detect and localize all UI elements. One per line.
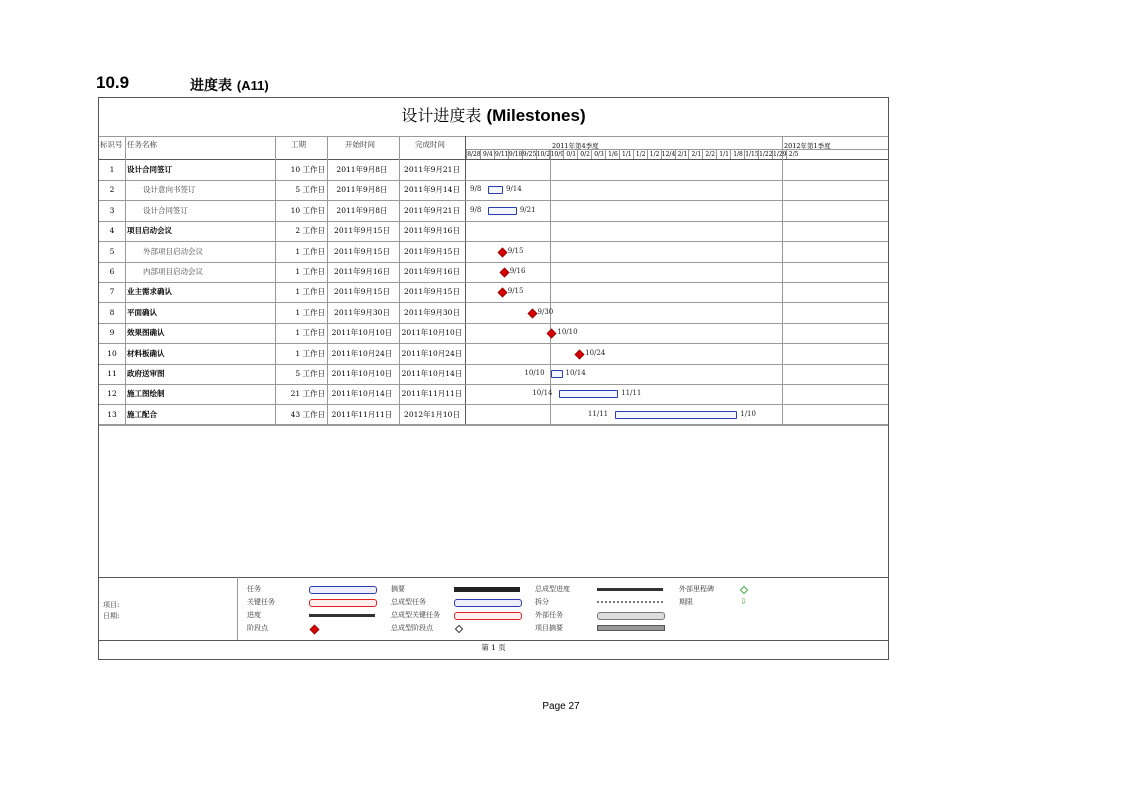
bar-label-right: 9/15 (507, 287, 524, 296)
timescale-tick: 0/2 (577, 150, 592, 159)
task-id: 1 (109, 165, 115, 174)
timescale-tick: 1/1 (619, 150, 634, 159)
section-title-text: 进度表 (190, 78, 232, 94)
gantt-frame (98, 97, 889, 660)
task-start: 2011年9月8日 (336, 185, 388, 195)
task-row (99, 344, 888, 364)
task-duration: 1 工作日 (295, 287, 325, 297)
task-finish: 2011年9月15日 (404, 246, 460, 256)
bar-label-left: 10/14 (532, 389, 553, 398)
legend-label: 进度 (247, 611, 261, 619)
bar-label-left: 10/10 (524, 369, 545, 377)
task-name: 材料板确认 (127, 348, 165, 358)
task-row (99, 405, 888, 425)
task-finish: 2011年9月16日 (404, 226, 460, 236)
legend-swatch (455, 625, 463, 633)
task-id: 8 (109, 307, 115, 317)
col-header-duration: 工期 (291, 140, 306, 149)
bar-label-left: 9/8 (470, 205, 482, 214)
task-start: 2011年10月14日 (331, 389, 393, 399)
bar-label-right: 10/14 (565, 369, 586, 377)
timescale-quarter-2: 2012年第1季度 (784, 142, 831, 150)
task-row (99, 262, 888, 282)
task-finish: 2011年10月14日 (401, 369, 463, 378)
timescale-tick: 1/22 (759, 151, 773, 158)
task-id: 9 (109, 328, 115, 338)
task-finish: 2012年1月10日 (404, 409, 460, 419)
task-name: 外部项目启动会议 (143, 246, 203, 256)
task-name: 内部项目启动会议 (143, 267, 203, 276)
timescale-tick: 1/8 (730, 150, 745, 159)
task-row (99, 384, 888, 404)
task-bar (559, 390, 618, 398)
task-finish: 2011年9月21日 (404, 165, 460, 174)
task-duration: 1 工作日 (295, 348, 325, 358)
task-name: 政府送审图 (127, 369, 165, 378)
task-bar (551, 370, 562, 378)
legend-label: 外部里程碑 (679, 585, 714, 593)
legend-swatch (597, 612, 665, 620)
task-name: 设计合同签订 (127, 165, 172, 174)
legend-label: 拆分 (535, 598, 549, 606)
timescale-tick: 9/4 (480, 150, 495, 159)
task-finish: 2011年9月30日 (404, 307, 460, 317)
bar-label-right: 9/14 (505, 185, 522, 194)
task-id: 2 (109, 185, 115, 195)
section-title (190, 75, 269, 95)
gantt-page-footer: 第 1 页 (481, 643, 506, 652)
task-duration: 1 工作日 (295, 328, 325, 338)
task-finish: 2011年10月24日 (401, 348, 463, 358)
task-start: 2011年9月30日 (334, 307, 390, 317)
task-start: 2011年11月11日 (331, 409, 393, 419)
task-id: 4 (109, 226, 115, 236)
section-code: (A11) (236, 78, 269, 93)
legend-top-rule (99, 577, 888, 578)
task-start: 2011年9月8日 (336, 165, 388, 174)
milestone-marker (497, 247, 507, 257)
timescale-tick: 1/15 (745, 151, 759, 158)
gantt-title-cn: 设计进度表 (401, 106, 482, 125)
timescale-tick: 9/18 (508, 151, 523, 158)
task-duration: 5 工作日 (295, 185, 325, 195)
task-duration: 43 工作日 (290, 409, 325, 419)
page-number: Page 27 (542, 701, 580, 712)
bar-label-right: 9/30 (537, 307, 554, 316)
task-start: 2011年9月16日 (334, 267, 390, 276)
timescale-tick: 2/5 (786, 150, 801, 159)
header-top-rule (99, 136, 888, 137)
task-row (99, 221, 888, 241)
legend-swatch (454, 612, 522, 620)
legend-swatch (454, 587, 520, 592)
task-duration: 21 工作日 (290, 389, 325, 399)
legend-project-label: 项目: (103, 601, 120, 609)
col-header-finish: 完成时间 (415, 140, 445, 149)
task-start: 2011年10月24日 (331, 348, 393, 358)
milestone-marker (497, 288, 507, 298)
col-header-id: 标识号 (100, 140, 123, 149)
legend-swatch: ⇩ (740, 597, 747, 606)
task-name: 设计意向书签订 (143, 185, 196, 195)
task-start: 2011年9月15日 (334, 226, 390, 236)
legend-label: 总成型进度 (535, 585, 570, 593)
milestone-marker (575, 349, 585, 359)
bar-label-left: 9/8 (470, 185, 482, 194)
legend-swatch (310, 625, 320, 635)
bar-label-right: 9/15 (507, 246, 524, 255)
task-name: 效果图确认 (127, 328, 165, 338)
task-id: 5 (109, 246, 115, 256)
task-row (99, 323, 888, 343)
task-id: 7 (109, 287, 115, 297)
legend-label: 总成型任务 (391, 598, 426, 606)
task-finish: 2011年9月21日 (404, 205, 460, 215)
section-number: 10.9 (96, 73, 130, 92)
bar-label-right: 9/21 (519, 205, 536, 214)
task-id: 6 (109, 267, 115, 276)
task-duration: 5 工作日 (295, 369, 325, 378)
timescale-tick: 9/11 (495, 151, 509, 158)
bar-label-right: 9/16 (509, 267, 526, 275)
task-row (99, 303, 888, 323)
task-start: 2011年10月10日 (331, 369, 393, 378)
task-start: 2011年9月15日 (334, 246, 390, 256)
timescale-tick: 1/6 (605, 150, 620, 159)
bar-label-right: 10/10 (557, 328, 578, 337)
legend-swatch (597, 625, 665, 631)
task-bar (488, 207, 517, 215)
task-name: 业主需求确认 (127, 287, 172, 297)
legend-swatch (309, 586, 377, 594)
task-name: 施工配合 (127, 409, 157, 419)
legend-label: 任务 (247, 585, 261, 593)
timescale-tick: 2/1 (688, 150, 703, 159)
legend-label: 摘要 (391, 585, 405, 593)
gantt-title (99, 103, 888, 126)
timescale-tick: 1/29 (773, 151, 787, 158)
timescale-quarter-1: 2011年第4季度 (552, 142, 599, 150)
timescale-tick: 12/4 (661, 151, 676, 158)
legend-swatch (597, 601, 663, 605)
timescale-tick: 1/2 (633, 150, 648, 159)
task-start: 2011年10月10日 (331, 328, 393, 338)
legend-divider (237, 577, 238, 640)
col-header-start: 开始时间 (345, 140, 375, 149)
legend-label: 外部任务 (535, 611, 563, 619)
bar-label-right: 1/10 (740, 409, 756, 418)
milestone-marker (547, 329, 557, 339)
gantt-title-en: (Milestones) (486, 106, 586, 125)
timescale-tick: 8/28 (467, 151, 481, 158)
legend-swatch (309, 599, 377, 607)
task-row (99, 242, 888, 262)
col-header-name: 任务名称 (127, 140, 157, 149)
legend-swatch (597, 588, 663, 591)
bar-label-right: 11/11 (621, 389, 642, 398)
task-name: 设计合同签订 (143, 205, 188, 215)
legend-label: 总成型关键任务 (391, 611, 440, 619)
task-duration: 10 工作日 (290, 205, 325, 215)
legend-swatch (740, 586, 748, 594)
task-name: 施工图绘制 (127, 389, 165, 399)
legend-date-label: 日期: (103, 612, 120, 620)
task-finish: 2011年9月14日 (404, 185, 460, 195)
legend-label: 关键任务 (247, 598, 275, 606)
task-row (99, 201, 888, 221)
task-bar (615, 411, 737, 419)
task-bar (488, 186, 503, 194)
task-finish: 2011年9月15日 (404, 287, 460, 297)
timescale-tick: 0/3 (591, 150, 606, 159)
legend-swatch (309, 614, 375, 617)
task-row (99, 180, 888, 200)
task-start: 2011年9月15日 (334, 287, 390, 297)
bar-label-right: 10/24 (585, 348, 606, 357)
legend-swatch (454, 599, 522, 607)
bar-label-left: 11/11 (587, 409, 609, 418)
task-row (99, 364, 888, 384)
task-duration: 1 工作日 (295, 246, 325, 256)
task-row (99, 282, 888, 302)
legend-label: 总成型阶段点 (391, 624, 433, 632)
timescale-tick: 0/1 (563, 150, 578, 159)
legend-label: 阶段点 (247, 624, 268, 632)
task-id: 11 (107, 369, 117, 378)
milestone-marker (527, 308, 537, 318)
timescale-tick: 9/25 (522, 151, 537, 158)
task-name: 项目启动会议 (127, 226, 172, 236)
timescale-tick: 2/1 (675, 150, 690, 159)
timescale-tick: 10/9 (550, 151, 565, 158)
task-duration: 2 工作日 (295, 226, 325, 236)
task-duration: 10 工作日 (290, 165, 325, 174)
legend-label: 期限 (679, 598, 693, 606)
timescale-tick: 2/2 (702, 150, 717, 159)
milestone-marker (499, 268, 509, 278)
task-name: 平面确认 (127, 307, 157, 317)
task-id: 10 (107, 348, 117, 358)
task-duration: 1 工作日 (295, 267, 325, 276)
legend-bottom-rule (99, 640, 888, 641)
task-duration: 1 工作日 (295, 307, 325, 317)
timescale-tick: 10/2 (536, 151, 551, 158)
task-finish: 2011年9月16日 (404, 267, 460, 276)
legend-label: 项目摘要 (535, 624, 563, 632)
task-finish: 2011年11月11日 (401, 389, 463, 399)
timescale-tick: 1/2 (647, 150, 662, 159)
task-id: 13 (107, 409, 117, 419)
task-row (99, 160, 888, 180)
table-bottom-rule (99, 424, 888, 425)
timescale-tick: 1/1 (716, 150, 731, 159)
task-id: 3 (109, 205, 115, 215)
task-finish: 2011年10月10日 (401, 328, 463, 338)
task-start: 2011年9月8日 (336, 205, 388, 215)
task-id: 12 (107, 389, 117, 399)
